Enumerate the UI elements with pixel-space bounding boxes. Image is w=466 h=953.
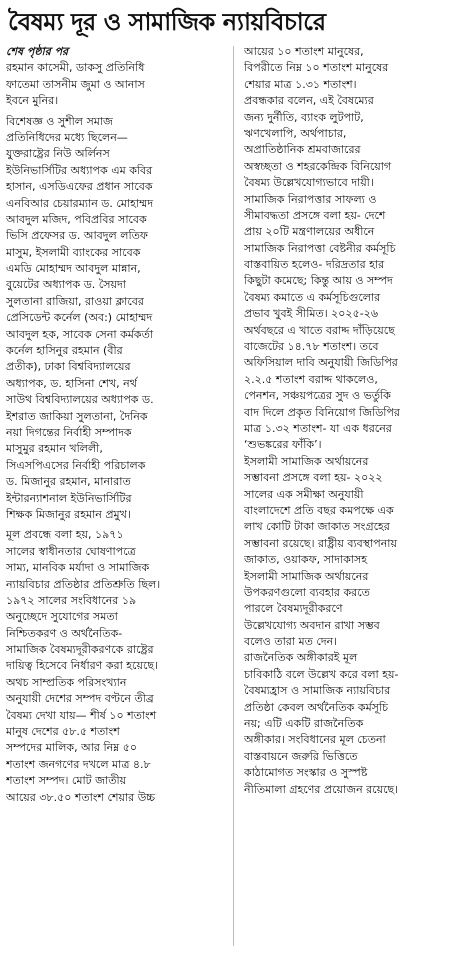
text-line: ইউনিভার্সিটির অধ্যাপক এম কবির (6, 163, 153, 177)
text-line: অধ্যাপক, ড. হাসিনা শেখ, নর্থ (6, 376, 137, 390)
text-line: সম্ভাবনা প্রসঙ্গে বলা হয়- ২০২২ (244, 471, 383, 485)
text-line: অস্বচ্ছতা ও শহরকেন্দ্রিক বিনিয়োগ (244, 159, 392, 173)
text-line: আয়ের ১০ শতাংশ মানুষের, (244, 45, 364, 58)
text-line: শতাংশ জনগণের দখলে মাত্র ৪.৮ (6, 757, 151, 771)
continuation-note: শেষ পৃষ্ঠার পর (6, 45, 69, 58)
text-line: সাউথ বিশ্ববিদ্যালয়ের অধ্যাপক ড. (6, 393, 154, 407)
text-line: বৈষম্য উল্লেখযোগ্যভাবে দায়ী। (244, 176, 374, 190)
text-line: অনুচ্ছেদে সুযোগের সমতা (6, 610, 118, 624)
text-line: সুলতানা রাজিয়া, রাওয়া ক্লাবের (6, 294, 144, 308)
text-line: চাবিকাঠি বলে উল্লেখ করে বলা হয়- (244, 667, 399, 681)
text-line: মাসুম, ইসলামী ব্যাংকের সাবেক (6, 245, 141, 259)
text-line: ইসলামী সামাজিক অর্থায়নের (244, 569, 369, 583)
text-line: ইসলামী সামাজিক অর্থায়নের (244, 454, 369, 468)
text-line: সালের স্বাধীনতার ঘোষণাপত্রে (6, 544, 136, 558)
text-line: প্রেসিডেন্ট কর্নেল (অব:) মোহাম্মদ (6, 311, 153, 325)
text-line: ইন্টারন্যাশনাল ইউনিভার্সিটির (6, 491, 132, 505)
text-line: বিপরীতে নিম্ন ১০ শতাংশ মানুষের (244, 61, 389, 75)
text-line: প্রায় ২০টি মন্ত্রণালয়ের অধীনে (244, 225, 375, 239)
text-line: সীমাবদ্ধতা প্রসঙ্গে বলা হয়- দেশে (244, 208, 386, 222)
text-line: নয়; এটি একটি রাজনৈতিক (244, 717, 364, 731)
text-line: সালের এক সমীক্ষা অনুযায়ী (244, 487, 364, 501)
text-line: সামাজিক বৈষম্যদূরীকরণকে রাষ্ট্রের (6, 643, 154, 657)
right-column-text (244, 44, 462, 798)
text-line: ড. মিজানুর রহমান, মানারাত (6, 475, 131, 489)
text-line: সামাজিক নিরাপত্তা বেষ্টনীর কর্মসূচি (244, 241, 396, 255)
text-line: ইবনে মুনির। (6, 94, 59, 108)
left-column-text (6, 60, 224, 806)
text-line: ন্যায়বিচার প্রতিষ্ঠার প্রতিশ্রুতি ছিল। (6, 577, 161, 591)
text-line: বাস্তবায়িত হলেও- দরিদ্রতার হার (244, 258, 385, 272)
text-line: মূল প্রবন্ধে বলা হয়, ১৯৭১ (6, 528, 124, 542)
text-line: ফাতেমা তাসনীম জুমা ও আনাস (6, 77, 145, 91)
text-line: বৈষম্য কমাতে এ কর্মসূচিগুলোর (244, 290, 381, 304)
text-line: বৈষম্য দেখা যায়— শীর্ষ ১০ শতাংশ (6, 708, 157, 722)
text-line: সামাজিক নিরাপত্তার সাফল্য ও (244, 192, 377, 206)
text-line: বাদ দিলে প্রকৃত বিনিয়োগ জিডিপির (244, 405, 400, 419)
text-line: ১৯৭২ সালের সংবিধানের ১৯ (6, 593, 137, 607)
text-line: রহমান কাসেমী, ডাকসু প্রতিনিধি (6, 61, 145, 75)
text-line: জাকাত, ওয়াকফ, সাদাকাসহ (244, 553, 368, 567)
text-line: হাসান, এসডিএফের প্রধান সাবেক (6, 180, 153, 194)
text-line: ইশরাত জাকিয়া সুলতানা, দৈনিক (6, 409, 148, 423)
text-line: শিক্ষক মিজানুর রহমান প্রমুখ। (6, 507, 131, 521)
text-line: ভিসি প্রফেসর ড. আবদুল লতিফ (6, 229, 148, 243)
text-line: ২.২.৫ শতাংশ বরাদ্দ থাকলেও, (244, 372, 378, 386)
text-line: দায়িত্ব হিসেবে নির্ধারণ করা হয়েছে। (6, 659, 158, 673)
text-line: কর্নেল হাসিনুর রহমান (বীর (6, 344, 123, 358)
text-line: আবদুল মজিদ, পবিপ্রবির সাবেক (6, 212, 147, 226)
text-line: আবদুল হক, সাবেক সেনা কর্মকর্তা (6, 327, 154, 341)
text-line: সিএসপিএসের নির্বাহী পরিচালক (6, 458, 146, 472)
text-line: ‘শুভঙ্করের ফাঁকি’। (244, 438, 322, 452)
text-line: অঙ্গীকার। সংবিধানের মূল চেতনা (244, 733, 386, 747)
text-line: কিছুটা কমেছে; কিন্তু আয় ও সম্পদ (244, 274, 393, 288)
text-line: প্রতিনিধিদের মধ্যে ছিলেন— (6, 130, 128, 144)
text-line: অফিসিয়াল দাবি অনুযায়ী জিডিপির (244, 356, 398, 370)
article-column-left (6, 44, 224, 806)
text-line: নীতিমালা গ্রহণের প্রয়োজন রয়েছে। (244, 782, 399, 796)
text-line: কাঠামোগত সংস্কার ও সুস্পষ্ট (244, 766, 368, 780)
text-line: মানুষ দেশের ৫৮.৫ শতাংশ (6, 725, 120, 739)
article-headline: বৈষম্য দূর ও সামাজিক ন্যায়বিচারে (8, 8, 326, 36)
text-line: ঋণখেলাপি, অর্থপাচার, (244, 126, 347, 140)
text-line: এমডি মোহাম্মদ আবদুল মান্নান, (6, 262, 141, 276)
text-line: বাজেটের ১৪.৭৮ শতাংশ। তবে (244, 340, 379, 354)
text-line: রাজনৈতিক অঙ্গীকারই মূল (244, 651, 358, 665)
text-line: বিশেষজ্ঞ ও সুশীল সমাজ (6, 114, 113, 128)
text-line: বাংলাদেশে প্রতি বছর কমপক্ষে এক (244, 503, 394, 517)
text-line: অথচ সাম্প্রতিক পরিসংখ্যান (6, 675, 127, 689)
text-line: শতাংশ সম্পদ। মোট জাতীয় (6, 774, 127, 788)
text-line: শেয়ার মাত্র ১.৩১ শতাংশ। (244, 77, 357, 91)
text-line: বৈষম্যহ্রাস ও সামাজিক ন্যায়বিচার (244, 684, 391, 698)
text-line: এনবিআর চেয়ারম্যান ড. মোহাম্মদ (6, 196, 154, 210)
text-line: বুয়েটের অধ্যাপক ড. সৈয়দা (6, 278, 126, 292)
text-line: পেনশন, সঞ্চয়পত্রের সুদ ও ভর্তুকি (244, 389, 391, 403)
text-line: প্রতিষ্ঠা কেবল অর্থনৈতিক কর্মসূচি (244, 700, 389, 714)
text-line: বলেও তারা মত দেন। (244, 635, 338, 649)
text-line: যুক্তরাষ্ট্রের নিউ অর্লিনস (6, 147, 110, 161)
article-column-right (244, 44, 462, 798)
text-line: প্রভাব খুবই সীমিত। ২০২৫-২৬ (244, 307, 379, 321)
text-line: প্রবন্ধকার বলেন, এই বৈষম্যের (244, 94, 374, 108)
text-line: আয়ের ৩৮.৫০ শতাংশ শেয়ার উচ্চ (6, 790, 156, 804)
text-line: সম্ভাবনা রয়েছে। রাষ্ট্রীয় ব্যবস্থাপনায় (244, 536, 397, 550)
text-line: বাস্তবায়নে জরুরি ভিত্তিতে (244, 749, 358, 763)
text-line: উল্লেখযোগ্য অবদান রাখা সম্ভব (244, 618, 380, 632)
text-line: জন্য দুর্নীতি, ব্যাংক লুটপাট, (244, 110, 364, 124)
text-line: মাত্র ১.৩২ শতাংশ- যা এক ধরনের (244, 421, 392, 435)
text-line: অর্থবছরে এ খাতে বরাদ্দ দাঁড়িয়েছে (244, 323, 395, 337)
text-line: নয়া দিগন্তের নির্বাহী সম্পাদক (6, 425, 132, 439)
text-line: মাসুমুর রহমান খলিলী, (6, 442, 103, 456)
text-line: প্রতীক), ঢাকা বিশ্ববিদ্যালয়ের (6, 360, 131, 374)
column-divider (233, 46, 234, 946)
text-line: লাখ কোটি টাকা জাকাত সংগ্রহের (244, 520, 390, 534)
text-line: সম্পদের মালিক, আর নিম্ন ৫০ (6, 741, 138, 755)
text-line: নিশ্চিতকরণ ও অর্থনৈতিক- (6, 626, 123, 640)
text-line: উপকরণগুলো ব্যবহার করতে (244, 585, 370, 599)
text-line: পারলে বৈষম্যদূরীকরণে (244, 602, 343, 616)
text-line: অনুযায়ী দেশের সম্পদ বণ্টনে তীব্র (6, 692, 154, 706)
text-line: সাম্য, মানবিক মর্যাদা ও সামাজিক (6, 561, 150, 575)
text-line: অপ্রাতিষ্ঠানিক শ্রমবাজারের (244, 143, 361, 157)
